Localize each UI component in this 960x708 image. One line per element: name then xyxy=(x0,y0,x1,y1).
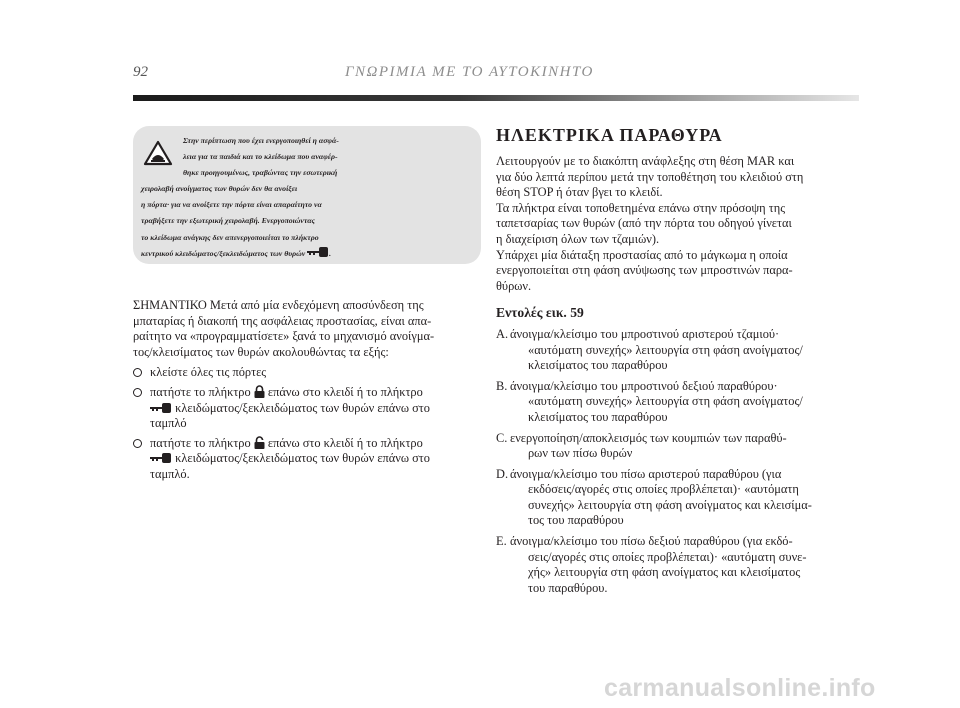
bullet-line xyxy=(150,436,481,452)
body-line: ραίτητο να «προγραμματίσετε» ξανά το μηχανισμό ανοίγμα- xyxy=(133,329,435,344)
bullet-text: ταμπλό. xyxy=(150,466,190,481)
body-line: Τα πλήκτρα είναι τοποθετημένα επάνω στην πρόσοψη της xyxy=(496,200,786,215)
warning-box xyxy=(133,126,481,264)
item-line: ενεργοποίηση/αποκλεισμός των κουμπιών των παραθύ- xyxy=(510,430,787,445)
warning-line: το κλείδωμα ανάγκης δεν απενεργοποιείται το πλήκτρο xyxy=(141,232,319,242)
bullet-text: κλείστε όλες τις πόρτες xyxy=(150,365,267,380)
list-item xyxy=(496,534,860,596)
body-line: ενεργοποιείται στη φάση ανύψωσης των μπροστινών παρα- xyxy=(496,263,793,278)
item-line: ρων των πίσω θυρών xyxy=(528,446,633,461)
bullet-text: ταμπλό xyxy=(150,416,187,431)
body-line: θέση STOP ή όταν βγει το κλειδί. xyxy=(496,185,663,200)
item-line: εκδόσεις/αγορές στις οποίες προβλέπεται)· «αυτόματη xyxy=(528,482,799,497)
item-letter: E. xyxy=(496,534,507,549)
list-item xyxy=(133,436,481,483)
section-title: ΗΛΕΚΤΡΙΚΑ ΠΑΡΑΘΥΡΑ xyxy=(496,125,723,145)
body-line: θύρων. xyxy=(496,278,532,293)
warning-line: λεια για τα παιδιά και το κλείδωμα που αναφέρ- xyxy=(183,152,338,162)
body-line: ταπετσαρίας των θυρών (από την πόρτα του οδηγού γίνεται xyxy=(496,216,792,231)
bullet-text: πατήστε το πλήκτρο xyxy=(150,384,251,399)
list-item xyxy=(496,467,860,529)
bullet-line xyxy=(150,451,481,467)
list-item xyxy=(496,379,860,426)
car-key-icon xyxy=(150,402,172,414)
left-column xyxy=(133,298,481,487)
body-line: για δύο λεπτά περίπου μετά την τοποθέτηση του κλειδιού στη xyxy=(496,169,804,184)
item-line: άνοιγμα/κλείσιμο του μπροστινού δεξιού παραθύρου· xyxy=(510,378,778,393)
warning-line-text: κεντρικού κλειδώματος/ξεκλειδώματος των θυρών xyxy=(141,248,306,258)
item-line: «αυτόματη συνεχής» λειτουργία στη φάση ανοίγματος/ xyxy=(528,342,803,357)
bullet-text: πατήστε το πλήκτρο xyxy=(150,435,251,450)
padlock-open-icon xyxy=(254,436,265,449)
bullet-list xyxy=(133,365,481,482)
item-line: σεις/αγορές στις οποίες προβλέπεται)· «αυτόματη συνε- xyxy=(528,549,807,564)
item-line: χής» λειτουργία στη φάση ανοίγματος και κλεισίματος xyxy=(528,565,801,580)
item-line: άνοιγμα/κλείσιμο του μπροστινού αριστερού τζαμιού· xyxy=(510,326,780,341)
warning-line: θηκε προηγουμένως, τραβώντας την εσωτερική xyxy=(183,168,338,178)
bullet-line xyxy=(150,401,481,417)
warning-line: χειρολαβή ανοίγματος των θυρών δεν θα ανοίξει xyxy=(141,184,298,194)
body-line: τος/κλεισίματος των θυρών ακολουθώντας τα εξής: xyxy=(133,344,389,359)
bullet-text: κλειδώματος/ξεκλειδώματος των θυρών επάνω στο xyxy=(175,400,430,415)
list-item xyxy=(496,431,860,462)
bullet-text: κλειδώματος/ξεκλειδώματος των θυρών επάνω στο xyxy=(175,451,430,466)
body-line: Λειτουργούν με το διακόπτη ανάφλεξης στη θέση MAR και xyxy=(496,154,795,168)
item-line: τος του παραθύρου xyxy=(528,513,624,528)
list-item xyxy=(133,365,481,381)
warning-line-last xyxy=(133,246,481,262)
header-rule xyxy=(133,95,859,101)
item-line: του παραθύρου. xyxy=(528,580,608,595)
circle-bullet-icon xyxy=(133,388,142,397)
body-line: μπαταρίας ή διακοπή της ασφάλειας προστασίας, είναι απα- xyxy=(133,313,432,328)
item-letter: A. xyxy=(496,326,509,341)
list-item xyxy=(133,385,481,432)
circle-bullet-icon xyxy=(133,439,142,448)
right-column xyxy=(496,124,860,601)
page-header xyxy=(133,64,853,88)
item-line: άνοιγμα/κλείσιμο του πίσω δεξιού παραθύρου (για εκδό- xyxy=(510,534,793,549)
bullet-text: επάνω στο κλειδί ή το πλήκτρο xyxy=(267,384,423,399)
bullet-line xyxy=(150,385,481,401)
circle-bullet-icon xyxy=(133,368,142,377)
warning-text xyxy=(133,133,481,262)
subheading: Εντολές εικ. 59 xyxy=(496,305,584,321)
warning-line: η πόρτα· για να ανοίξετε την πόρτα είναι απαραίτητο να xyxy=(141,200,322,210)
item-line: κλεισίματος του παραθύρου xyxy=(528,358,668,373)
watermark: carmanualsonline.info xyxy=(604,674,876,702)
body-line: η διαχείριση όλων των τζαμιών). xyxy=(496,231,660,246)
item-letter: C. xyxy=(496,430,508,445)
car-key-icon xyxy=(307,246,332,258)
car-key-icon xyxy=(150,452,172,464)
bullet-text: επάνω στο κλειδί ή το πλήκτρο xyxy=(267,435,423,450)
page-number: 92 xyxy=(133,64,148,80)
body-line: ΣΗΜΑΝΤΙΚΟ Μετά από μία ενδεχόμενη αποσύνδεση της xyxy=(133,298,424,312)
running-title: ΓΝΩΡΙΜΙΑ ΜΕ ΤΟ ΑΥΤΟΚΙΝΗΤΟ xyxy=(345,64,594,80)
padlock-closed-icon xyxy=(254,385,265,398)
body-line: Υπάρχει μία διάταξη προστασίας από το μάγκωμα η οποία xyxy=(496,247,788,262)
item-line: «αυτόματη συνεχής» λειτουργία στη φάση ανοίγματος/ xyxy=(528,394,803,409)
item-line: άνοιγμα/κλείσιμο του πίσω αριστερού παραθύρου (για xyxy=(510,466,782,481)
item-line: κλεισίματος του παραθύρου xyxy=(528,409,668,424)
item-letter: D. xyxy=(496,466,509,481)
warning-line-suffix: . xyxy=(329,248,332,258)
item-letter: B. xyxy=(496,378,508,393)
list-item xyxy=(496,327,860,374)
warning-line: τραβήξετε την εξωτερική χειρολαβή. Ενεργοποιώντας xyxy=(141,216,316,226)
item-line: συνεχής» λειτουργία στη φάση ανοίγματος και κλεισίμα- xyxy=(528,497,812,512)
warning-line: Στην περίπτωση που έχει ενεργοποιηθεί η ασφά- xyxy=(183,136,339,145)
